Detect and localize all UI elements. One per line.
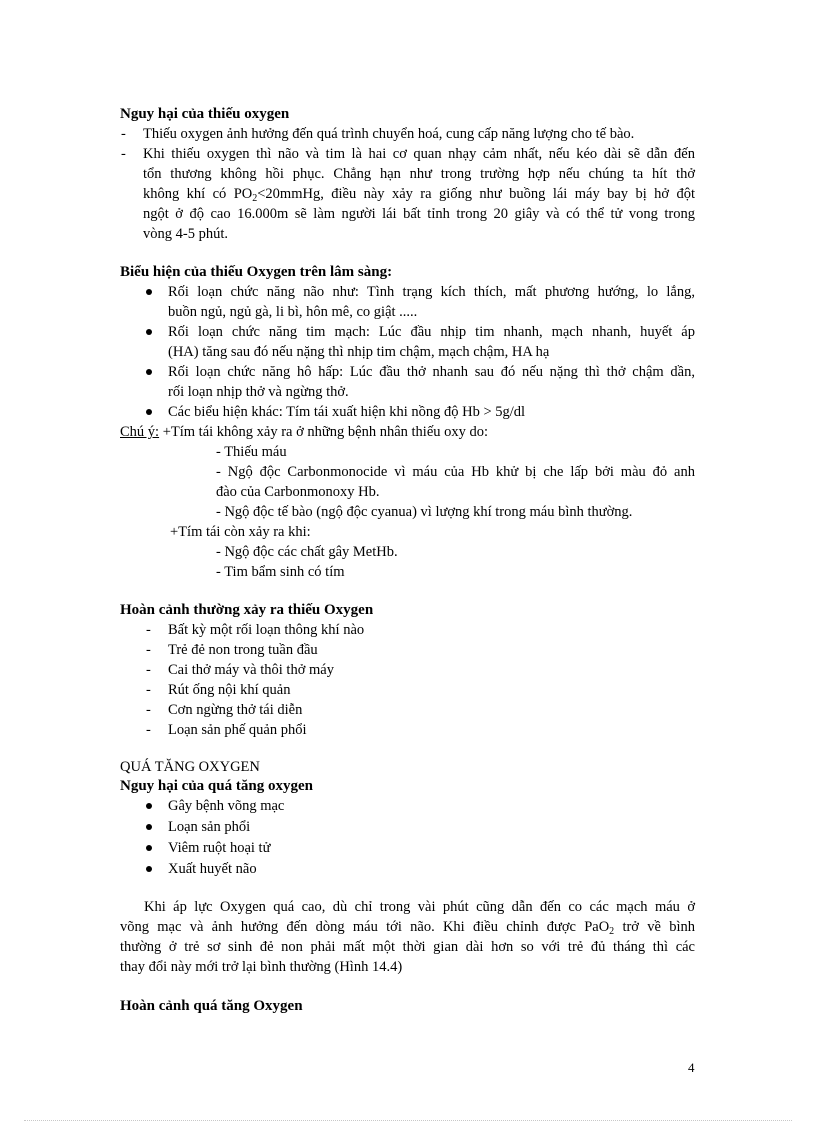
bullet-item: Xuất huyết não [168,861,257,877]
dash-marker: - [146,722,151,738]
note-item: - Ngộ độc các chất gây MetHb. [216,544,398,560]
note-line: +Tím tái còn xảy ra khi: [170,524,311,540]
dash-marker: - [146,682,151,698]
paragraph-text: trở về bình [614,919,695,935]
note-item-line: đào của Carbonmonoxy Hb. [216,484,380,500]
bullet-icon [146,824,152,830]
subscript: 2 [252,193,258,204]
list-item-line: Khi thiếu oxygen thì não và tim là hai cơ quan nhạy cảm nhất, nếu kéo dài sẽ dẫn đến [143,146,695,162]
list-item: Thiếu oxygen ảnh hưởng đến quá trình chuyển hoá, cung cấp năng lượng cho tế bào. [143,126,635,142]
list-item: Cơn ngừng thở tái diễn [168,702,303,718]
bullet-item-line: Rối loạn chức năng hô hấp: Lúc đầu thở nhanh sau đó nếu nặng thì thở chậm dần, [168,364,695,380]
page-bottom-divider [24,1120,792,1121]
bullet-icon [146,866,152,872]
dash-marker: - [146,702,151,718]
heading-oxygen-deficiency-harm: Nguy hại của thiếu oxygen [120,106,290,122]
list-item-text: <20mmHg, điều này xảy ra giống như buồng lái máy bay bị hở đột [257,186,696,202]
bullet-icon [146,845,152,851]
bullet-item-line: (HA) tăng sau đó nếu nặng thì nhịp tim chậm, mạch chậm, HA hạ [168,344,550,360]
dash-marker: - [146,662,151,678]
note-item: - Thiếu máu [216,444,287,460]
paragraph-text: võng mạc và ảnh hưởng đến dòng máu tới não. Khi điều chỉnh được PaO [120,919,610,935]
bullet-icon [146,369,152,375]
bullet-item [168,322,695,342]
paragraph-line [144,897,695,917]
note-item: - Ngộ độc tế bào (ngộ độc cyanua) vì lượng khí trong máu bình thường. [216,504,633,520]
note-label: Chú ý: [120,424,160,440]
dash-marker: - [121,146,126,162]
bullet-item: Gây bệnh võng mạc [168,798,285,814]
bullet-item [168,282,695,302]
note-text: +Tím tái không xảy ra ở những bệnh nhân thiếu oxy do: [159,424,489,440]
paragraph-line: thay đổi này mới trở lại bình thường (Hình 14.4) [120,959,403,975]
bullet-icon [146,329,152,335]
bullet-icon [146,289,152,295]
paragraph-line-text: Khi áp lực Oxygen quá cao, dù chỉ trong vài phút cũng dẫn đến co các mạch máu ở [144,899,695,915]
bullet-item-line: Rối loạn chức năng tim mạch: Lúc đầu nhịp tim nhanh, mạch nhanh, huyết áp [168,324,695,340]
bullet-item-line: Rối loạn chức năng não như: Tình trạng kích thích, mất phương hướng, lo lắng, [168,284,695,300]
heading-hyperoxia-situations: Hoàn cảnh quá tăng Oxygen [120,998,303,1014]
bullet-icon [146,409,152,415]
paragraph-line [120,937,695,957]
list-item-line-text: tổn thương không hồi phục. Chẳng hạn như trong trường hợp nếu chúng ta hít thở [143,166,695,182]
list-item [143,144,695,164]
list-item-line [143,164,695,184]
page-number: 4 [688,1060,695,1075]
paragraph-line [120,917,695,937]
bullet-item-line: rối loạn nhịp thở và ngừng thở. [168,384,349,400]
bullet-item: Loạn sản phổi [168,819,251,835]
bullet-icon [146,803,152,809]
list-item: Loạn sản phế quản phổi [168,722,307,738]
heading-hyperoxia-harm: Nguy hại của quá tăng oxygen [120,778,313,794]
list-item: Cai thở máy và thôi thở máy [168,662,334,678]
bullet-item: Các biểu hiện khác: Tím tái xuất hiện khi nồng độ Hb > 5g/dl [168,404,526,420]
list-item-text: không khí có PO [143,186,253,202]
bullet-item-line: buồn ngủ, ngủ gà, li bì, hôn mê, co giật ..... [168,304,418,320]
note-item-line: - Ngộ độc Carbonmonocide vì máu của Hb khử bị che lấp bởi màu đỏ anh [216,464,695,480]
paragraph-line-text: thường ở trẻ sơ sinh đẻ non phải mất một thời gian dài hơn so với trẻ đủ tháng thì các [120,939,695,955]
heading-hypoxia-situations: Hoàn cảnh thường xảy ra thiếu Oxygen [120,602,374,618]
dash-marker: - [146,622,151,638]
section-title-hyperoxia: QUÁ TĂNG OXYGEN [120,759,260,775]
note-item: - Tim bẩm sinh có tím [216,564,345,580]
list-item: Trẻ đẻ non trong tuần đầu [168,642,318,658]
note-item [216,462,695,482]
dash-marker: - [146,642,151,658]
dash-marker: - [121,126,126,142]
list-item-line: vòng 4-5 phút. [143,226,228,242]
bullet-item: Viêm ruột hoại tử [168,840,271,856]
list-item: Bất kỳ một rối loạn thông khí nào [168,622,365,638]
subscript: 2 [609,926,615,937]
bullet-item [168,362,695,382]
list-item-line [143,204,695,224]
note-line [120,422,488,442]
list-item-line-po2 [143,184,695,204]
list-item-line-text: ngột ở độ cao 16.000m sẽ làm người lái bất tỉnh trong 20 giây và có thể tử vong trong [143,206,695,222]
list-item: Rút ống nội khí quản [168,682,291,698]
heading-clinical-signs: Biểu hiện của thiếu Oxygen trên lâm sàng: [120,264,393,280]
